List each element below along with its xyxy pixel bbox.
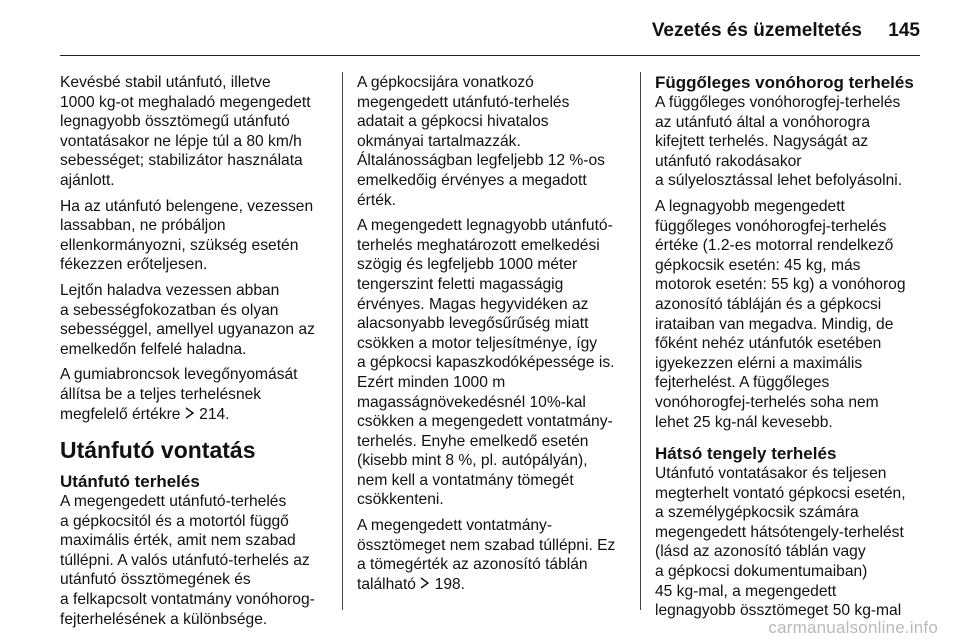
paragraph-line: 45 kg-mal, a megengedett — [655, 582, 837, 600]
paragraph — [655, 93, 930, 191]
paragraph-line: függőleges vonóhorogfej-terhelés — [655, 217, 887, 235]
paragraph-line: A gépkocsijára vonatkozó — [357, 74, 534, 91]
paragraph — [357, 73, 629, 210]
paragraph-line: gépkocsik esetén: 45 kg, más — [655, 256, 861, 274]
paragraph-line: A megengedett vontatmány- — [357, 517, 553, 535]
paragraph-line: terhelés. Enyhe emelkedő esetén — [357, 432, 589, 450]
text: található — [357, 575, 421, 593]
paragraph-line: szögig és legfeljebb 1000 méter — [357, 256, 578, 274]
paragraph-line: fékezzen erőteljesen. — [60, 256, 208, 274]
paragraph-line: Utánfutó vontatásakor és teljesen — [655, 465, 887, 483]
paragraph-line: vontatásakor ne lépje túl a 80 km/h — [60, 132, 302, 150]
paragraph-line: Ezért minden 1000 m — [357, 373, 506, 391]
paragraph-line: magasságnövekedésnél 10%-kal — [357, 393, 586, 411]
paragraph-line: A függőleges vonóhorogfej-terhelés — [655, 94, 901, 111]
paragraph-line: A gumiabroncsok levegőnyomását — [60, 366, 298, 384]
paragraph-line: lehet 25 kg-nál kevesebb. — [655, 413, 833, 431]
paragraph-line: Általánosságban legfeljebb 12 %-os — [357, 152, 605, 170]
paragraph-line: alacsonyabb levegősűrűség miatt — [357, 315, 589, 333]
column-2 — [357, 73, 629, 600]
section-heading: Utánfutó vontatás — [60, 437, 256, 464]
page-reference-arrow-icon — [420, 577, 430, 589]
paragraph-line: lassabban, ne próbáljon — [60, 217, 226, 235]
paragraph-line: állítsa be a teljes terhelésnek — [60, 385, 262, 403]
paragraph-line: A megengedett utánfutó-terhelés — [60, 493, 287, 511]
paragraph-line: Ha az utánfutó belengene, vezessen — [60, 197, 314, 215]
paragraph-line: túllépni. A valós utánfutó-terhelés az — [60, 551, 310, 569]
paragraph-line: ajánlott. — [60, 171, 115, 189]
paragraph-line: adatait a gépkocsi hivatalos — [357, 113, 549, 131]
paragraph — [60, 281, 332, 359]
paragraph-line: 1000 kg-ot meghaladó megengedett — [60, 93, 311, 111]
paragraph-line: maximális érték, amit nem szabad — [60, 532, 296, 550]
paragraph-line: kifejtett terhelés. Nagyságát az — [655, 133, 869, 151]
paragraph-line: megengedett hátsótengely-terhelést — [655, 523, 904, 541]
paragraph-line: csökkenteni. — [357, 491, 444, 509]
paragraph-line: legnagyobb össztömeget 50 kg-mal — [655, 602, 902, 620]
paragraph-line: csökken a megengedett vontatmány- — [357, 413, 613, 431]
paragraph-line: Kevésbé stabil utánfutó, illetve — [60, 74, 271, 91]
paragraph-line: csökken a motor teljesítménye, így — [357, 334, 598, 352]
paragraph-line: ellenkormányozni, szükség esetén — [60, 236, 299, 254]
subsection-heading: Függőleges vonóhorog terhelés — [655, 73, 914, 92]
paragraph-line: a gépkocsi dokumentumaiban) — [655, 563, 868, 581]
paragraph-line — [357, 575, 629, 595]
page-reference-link[interactable]: 198. — [434, 575, 465, 593]
paragraph — [60, 365, 332, 424]
paragraph-line: érték. — [357, 191, 396, 209]
text: megfelelő értékre — [60, 405, 185, 423]
paragraph — [60, 492, 332, 629]
paragraph-line: A megengedett legnagyobb utánfutó- — [357, 217, 613, 235]
paragraph-line: főként nehéz utánfutók esetében — [655, 335, 882, 353]
chapter-title: Vezetés és üzemeltetés — [651, 20, 862, 41]
paragraph-line: motorok esetén: 55 kg) a vonóhorog — [655, 276, 906, 294]
paragraph-line: (lásd az azonosító táblán vagy — [655, 543, 866, 561]
paragraph-line: a gépkocsitól és a motortól függő — [60, 512, 289, 530]
page-header — [0, 0, 960, 58]
paragraph-line: terhelés meghatározott emelkedési — [357, 236, 600, 254]
column-divider-2 — [640, 72, 641, 610]
paragraph-line: a sebességfokozatban és olyan — [60, 301, 279, 319]
paragraph-line: okmányai tartalmazzák. — [357, 132, 521, 150]
paragraph-line: fejterhelést. A függőleges — [655, 374, 830, 392]
header-divider — [60, 55, 920, 56]
paragraph-line: sebességet; stabilizátor használata — [60, 152, 303, 170]
paragraph-line: a tömegérték az azonosító táblán — [357, 556, 588, 574]
paragraph-line: értéke (1.2-es motorral rendelkező — [655, 237, 894, 255]
paragraph-line: igyekezzen elérni a maximális — [655, 354, 863, 372]
paragraph-line: tengerszint feletti magasságig — [357, 275, 564, 293]
paragraph-lines — [60, 365, 332, 404]
page-reference-link[interactable]: 214. — [199, 405, 230, 423]
paragraph-line: utánfutó rakodásakor — [655, 152, 802, 170]
paragraph-line: a személygépkocsik számára — [655, 504, 859, 522]
paragraph-line: a gépkocsi kapaszkodóképessége is. — [357, 354, 615, 372]
paragraph-line: (kisebb mint 8 %, pl. autópályán), — [357, 452, 588, 470]
paragraph-line: Lejtőn haladva vezessen abban — [60, 281, 280, 299]
subsection-heading: Utánfutó terhelés — [60, 472, 200, 492]
paragraph-line: az utánfutó által a vonóhorogra — [655, 113, 871, 131]
paragraph-line: fejterhelésének a különbsége. — [60, 610, 268, 628]
paragraph-line: azonosító tábláján és a gépkocsi — [655, 295, 882, 313]
column-divider-1 — [342, 72, 343, 610]
paragraph — [60, 197, 332, 275]
paragraph-line: a súlyelosztással lehet befolyásolni. — [655, 172, 903, 190]
paragraph — [655, 197, 930, 432]
paragraph-line: emelkedőig érvényes a megadott — [357, 171, 587, 189]
paragraph-line: megengedett utánfutó-terhelés — [357, 93, 570, 111]
page-reference-arrow-icon — [185, 407, 195, 419]
column-3 — [655, 73, 930, 627]
paragraph-line: nem kell a vontatmány tömegét — [357, 471, 574, 489]
paragraph-line: vonóhorogfej-terhelés soha nem — [655, 393, 879, 411]
paragraph — [60, 73, 332, 191]
paragraph-line: a felkapcsolt vontatmány vonóhorog- — [60, 591, 315, 609]
paragraph-line: legnagyobb össztömegű utánfutó — [60, 113, 290, 131]
paragraph-line: érvényes. Magas hegyvidéken az — [357, 295, 589, 313]
paragraph — [655, 464, 930, 621]
paragraph-line — [60, 405, 332, 425]
page-number: 145 — [888, 20, 920, 41]
paragraph-line: emelkedőn felfelé haladna. — [60, 340, 247, 358]
paragraph-line: sebességgel, amellyel ugyanazon az — [60, 321, 315, 339]
paragraph-line: megterhelt vontató gépkocsi esetén, — [655, 484, 906, 502]
paragraph-line: össztömeget nem szabad túllépni. Ez — [357, 536, 616, 554]
column-1 — [60, 73, 332, 635]
watermark: carmanualsonline.info — [768, 618, 938, 637]
paragraph-lines — [357, 516, 629, 575]
paragraph-line: A legnagyobb megengedett — [655, 197, 845, 215]
paragraph-line: irataiban van megadva. Mindig, de — [655, 315, 894, 333]
paragraph-line: utánfutó össztömegének és — [60, 571, 251, 589]
paragraph — [357, 516, 629, 594]
paragraph — [357, 216, 629, 510]
subsection-heading: Hátsó tengely terhelés — [655, 444, 837, 464]
